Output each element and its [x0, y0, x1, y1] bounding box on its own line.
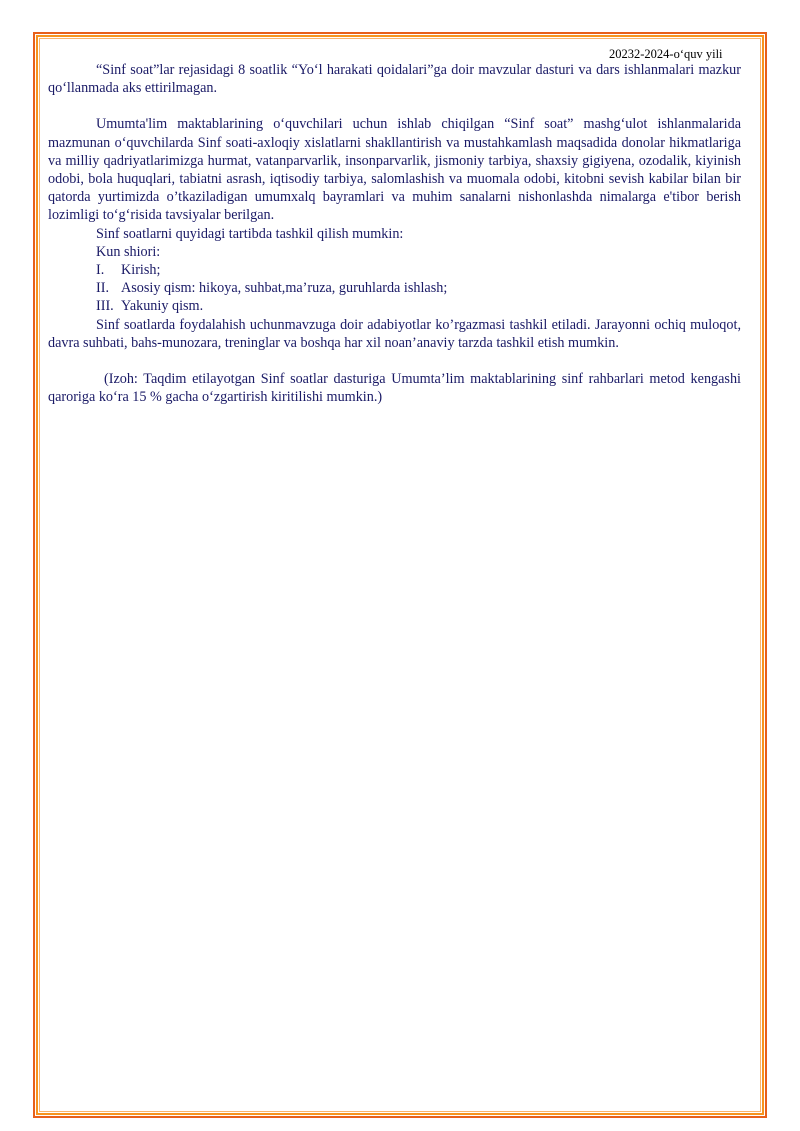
- list-item-text: Asosiy qism: hikoya, suhbat,ma’ruza, guruhlarda ishlash;: [121, 280, 448, 297]
- note-paragraph: (Izoh: Taqdim etilayotgan Sinf soatlar dasturiga Umumta’lim maktablarining sinf rahbarlari metod kengashi qaroriga ko‘ra 15 % gacha o‘zgartirish kiritilishi mumkin.): [48, 371, 741, 406]
- list-item-text: Kirish;: [121, 262, 161, 279]
- list-item: [48, 279, 741, 297]
- literature-paragraph: Sinf soatlarda foydalahish uchunmavzuga doir adabiyotlar ko’rgazmasi tashkil etiladi. Jarayonni ochiq muloqot, davra suhbati, bahs-munozara, treninglar va boshqa har xil noan’anaviy tarzda tashkil etish mumkin.: [48, 316, 741, 351]
- list-item-text: Yakuniy qism.: [121, 298, 204, 315]
- list-item: [48, 261, 741, 279]
- paragraph-spacer: [48, 352, 741, 370]
- document-body: [48, 61, 741, 406]
- main-paragraph: Umumta'lim maktablarining o‘quvchilari uchun ishlab chiqilgan “Sinf soat” mashg‘ulot ishlanmalarida mazmunan o‘quvchilarda Sinf soati-axloqiy xislatlarni shakllantirish va mustahkamlash maqsadida donolar hikmatlariga va milliy qadriyatlarimizga hurmat, vatanparvarlik, insonparvarlik, jismoniy tarbiya, shaxsiy gigiyena, ozodalik, kiyinish odobi, bola huquqlari, tabiatni asrash, iqtisodiy tarbiya, salomlashish va muomala odobi, kitobni sevish kabilar bilan bir qatorda yurtimizda o’tkaziladigan umumxalq bayramlari va muhim sanalarni nishonlashda nimalarga e'tibor berish lozimligi to‘g‘risida tavsiyalar berilgan.: [48, 116, 741, 224]
- list-item-number: III.: [96, 298, 114, 315]
- list-item-number: II.: [96, 280, 109, 297]
- intro-paragraph: “Sinf soat”lar rejasidagi 8 soatlik “Yo‘l harakati qoidalari”ga doir mavzular dasturi va dars ishlanmalari mazkur qo‘llanmada aks ettirilmagan.: [48, 62, 741, 97]
- list-item: [48, 297, 741, 315]
- paragraph-spacer: [48, 97, 741, 115]
- motto-line: Kun shiori:: [96, 243, 161, 260]
- list-item-number: I.: [96, 262, 105, 279]
- order-line: Sinf soatlarni quyidagi tartibda tashkil qilish mumkin:: [96, 225, 404, 242]
- academic-year-label: 20232-2024-o‘quv yili: [609, 47, 723, 61]
